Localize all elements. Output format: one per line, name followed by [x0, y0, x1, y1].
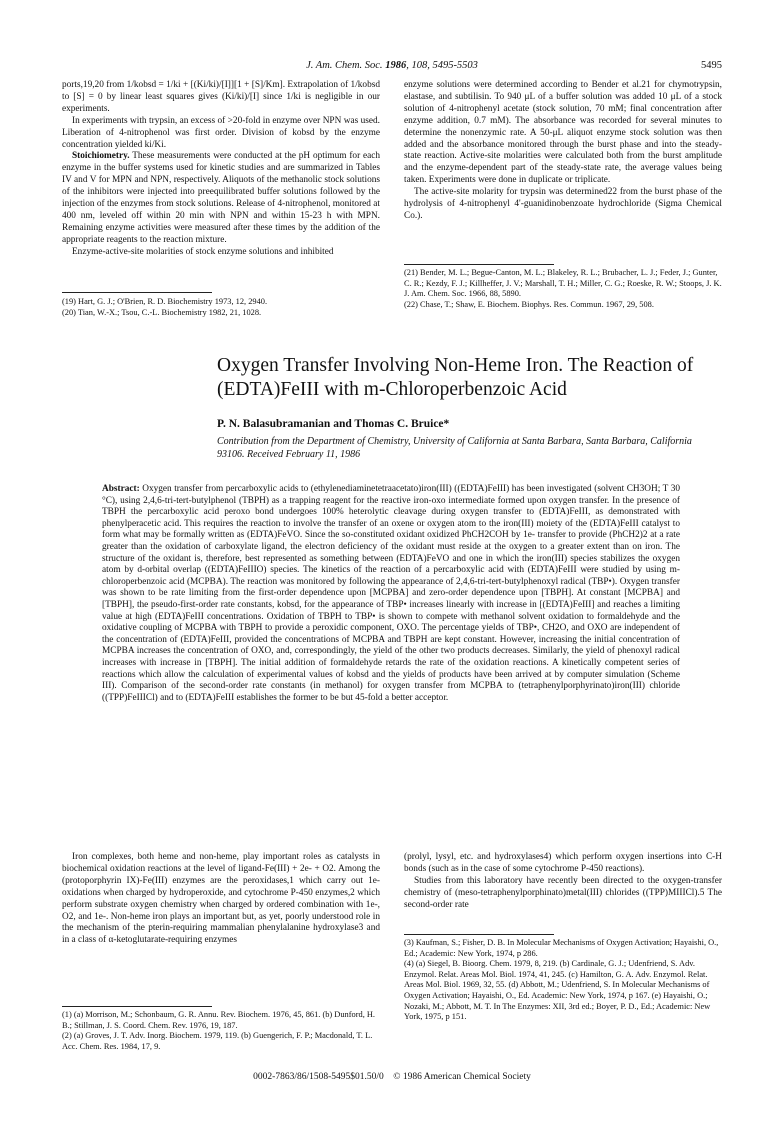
affiliation: Contribution from the Department of Chemistry, University of California at Santa Barbara, Santa Barbara, California 93106. Received February 11, 1986 — [217, 436, 692, 460]
paragraph-text: These measurements were conducted at the pH optimum for each enzyme in the buffer systems used for kinetic studies and are summarized in Tables IV and V for MPN and NPN, respectively. Aliquots of the methanolic stock solutions of the inhibitors were injected into preequilibrated buffer solutions followed by the injection of the enzymes from stock solutions. Release of 4-nitrophenol, monitored at 400 nm, leveled off within 20 min with NPN and within 15-23 h with MPN. Remaining enzyme activities were measured after these times by the addition of the appropriate reagents to the reaction mixture. — [62, 151, 380, 245]
authors: P. N. Balasubramanian and Thomas C. Bruice* — [217, 418, 450, 430]
paragraph: ports,19,20 from 1/kobsd = 1/ki + [(Ki/ki)/[I]][1 + [S]/Km]. Extrapolation of 1/kobsd to [S] = 0 by linear least squares gives (Ki/ki)/[I] since 1/ki is negligible in our experiments. — [62, 80, 380, 114]
footnote: (21) Bender, M. L.; Begue-Canton, M. L.; Blakeley, R. L.; Brubacher, L. J.; Feder, J.; Gunter, C. R.; Kezdy, F. J.; Killheffer, J. V.; Marshall, T. H.; Miller, C. G.; Roeske, R. W.; Stoops, J. K. J. Am. Chem. Soc. 1966, 88, 5890. — [404, 268, 722, 299]
footnote: (2) (a) Groves, J. T. Adv. Inorg. Biochem. 1979, 119. (b) Guengerich, F. P.; Macdonald, T. L. Acc. Chem. Res. 1984, 17, 9. — [62, 1031, 373, 1051]
paragraph: Studies from this laboratory have recently been directed to the oxygen-transfer chemistry of (meso-tetraphenylporphinato)metal(III) chlorides ((TPP)MIIICl).5 The second-order rate — [404, 875, 722, 910]
footnote: (22) Chase, T.; Shaw, E. Biochem. Biophys. Res. Commun. 1967, 29, 508. — [404, 299, 654, 309]
footnote: (4) (a) Siegel, B. Bioorg. Chem. 1979, 8, 219. (b) Cardinale, G. J.; Udenfriend, S. Adv. Enzymol. Relat. Areas Mol. Biol. 1974, 41, 245. (c) Hamilton, G. A. Adv. Enzymol. Relat. Areas Mol. Biol. 1969, 32, 55. (d) Abbott, M.; Udenfriend, S. In Molecular Mechanisms of Oxygen Activation; Hayaishi, O., Ed. Academic: New York, 1974, p 167. (e) Hayaishi, O.; Nozaki, M.; Abbott, M. T. In The Enzymes: XII, 3rd ed.; Boyer, P. D., Ed.; Academic: New York, 1975, p 151. — [404, 959, 711, 1022]
section-heading: Stoichiometry. — [72, 151, 130, 162]
paragraph — [62, 151, 380, 246]
top-left-column — [62, 80, 380, 259]
footnote: (3) Kaufman, S.; Fisher, D. B. In Molecular Mechanisms of Oxygen Activation; Hayaishi, O., Ed.; Academic: New York, 1974, p 286. — [404, 938, 719, 958]
abstract — [102, 484, 680, 704]
copyright: © 1986 American Chemical Society — [393, 1072, 531, 1082]
footnotes-bottom-right — [404, 938, 722, 1023]
article-code: 0002-7863/86/1508-5495$01.50/0 — [253, 1072, 384, 1082]
page-number: 5495 — [701, 60, 722, 71]
footnote-rule — [404, 934, 554, 935]
bottom-left-column — [62, 852, 380, 947]
journal-name: J. Am. Chem. Soc. — [306, 60, 383, 71]
journal-citation: J. Am. Chem. Soc. 1986, 108, 5495-5503 — [306, 60, 478, 71]
bottom-right-column — [404, 852, 722, 912]
abstract-label: Abstract: — [102, 484, 140, 494]
paragraph: In experiments with trypsin, an excess of >20-fold in enzyme over NPN was used. Liberation of 4-nitrophenol was first order. Division of kobsd by the enzyme concentration yielded ki/Ki. — [62, 115, 380, 150]
top-right-column — [404, 80, 722, 223]
footnotes-bottom-left — [62, 1010, 380, 1052]
footnotes-top-right — [404, 268, 722, 310]
journal-year: 1986 — [385, 60, 407, 71]
title-line: (EDTA)FeIII with m-Chloroperbenzoic Acid — [217, 379, 567, 400]
footnote: (1) (a) Morrison, M.; Schonbaum, G. R. Annu. Rev. Biochem. 1976, 45, 861. (b) Dunford, H. B.; Stillman, J. S. Coord. Chem. Rev. 1976, 19, 187. — [62, 1010, 376, 1030]
footnote-rule — [404, 264, 554, 265]
footnotes-top-left — [62, 297, 380, 318]
article-title — [217, 354, 737, 402]
page-footer — [0, 1072, 784, 1082]
abstract-text: Oxygen transfer from percarboxylic acids to (ethylenediaminetetraacetato)iron(III) ((EDTA)FeIII) has been investigated (solvent CH3OH; T 30 °C), using 2,4,6-tri-tert-butylphenol (TBPH) as a trapping reagent for the reactive iron-oxo intermediate formed upon oxygen transfer. In the presence of TBPH the percarboxylic acid peroxo bond undergoes 100% heterolytic cleavage during oxygen transfer to (EDTA)FeIII, as demonstrated with phenylperacetic acid. This requires the reaction to involve the transfer of an oxene or oxygen atom to the iron(III) moiety of the (EDTA)FeIII catalyst to form what may be formally written as (EDTA)FeVO. Since the so-constituted oxidant oxidized PhCH2COH by 1e- transfer to provide (PhCH2)2 at a rate greater than the oxidation of carboxylate ligand, the electron deficiency of the oxidant must reside at the oxygen to a greater extent than on iron. The structure of the oxidant is, therefore, best represented as something between (EDTA)FeVO and one in which the iron(III) species stabilizes the oxygen atom by d-orbital overlap ((EDTA)FeIIIO) species. The kinetics of the reaction of a percarboxylic acid with (EDTA)FeIII were studied by using m-chloroperbenzoic acid (MCPBA). The reaction was monitored by following the appearance of 2,4,6-tri-tert-butylphenoxyl radical (TBP•). Oxygen transfer was shown to be rate limiting from the first-order dependence upon [MCPBA] and zero-order dependence upon [TBPH]. At constant [MCPBA] and [TBPH], the pseudo-first-order rate constants, kobsd, for the appearance of TBP• increases linearly with increase in [(EDTA)FeIII] and reaches a limiting value at high (EDTA)FeIII concentrations. Oxidation of TBPH to TBP• is shown to compete with methanol solvent oxidation to formaldehyde and the oxidative coupling of MCPBA with TBPH to provide a peroxidic component, OXO. The percentage yields of TBP•, CH2O, and OXO are independent of the concentration of (EDTA)FeIII, provided the concentrations of MCPBA and TBPH are kept constant. However, increasing the initial concentration of MCPBA increases the concentration of OXO, and, correspondingly, the yield of the other two products decreases. Similarly, the yield of phenoxyl radical increases with increase in [TBPH]. The initial addition of formaldehyde retards the rate of the oxidation reactions. A kinetically competent series of reactions which allow the calculation of experimental values of kobsd and the yields of products have been arrived at by computer simulation (Scheme III). Comparison of the second-order rate constants (in methanol) for oxygen transfer from MCPBA to (tetraphenylporphyrinato)iron(III) chloride ((TPP)FeIIICl) and to (EDTA)FeIII establishes the former to be but 45-fold a better acceptor. — [102, 484, 681, 703]
footnote-rule — [62, 1006, 212, 1007]
paragraph: The active-site molarity for trypsin was determined22 from the burst phase of the hydrolysis of 4-nitrophenyl 4'-guanidinobenzoate hydrochloride (Sigma Chemical Co.). — [404, 187, 722, 221]
paragraph: enzyme solutions were determined according to Bender et al.21 for chymotrypsin, elastase, and subtilisin. To 940 μL of a buffer solution was added 10 μL of a stock solution of 4-nitrophenyl acetate (stock solution, 70 mM; final concentration after enzyme addition, 0.7 mM). The absorbance was recorded for several minutes to determine the nonenzymic rate. A 50-μL aliquot enzyme stock solution was then added and the absorbance monitored through the burst phase and into the steady-state reaction. Active-site molarities were calculated both from the burst amplitude and the enzyme-dependent part of the steady-state rate, the average values being taken. Experiments were done in duplicate or triplicate. — [404, 80, 722, 186]
footnote-rule — [62, 292, 212, 293]
title-line: Oxygen Transfer Involving Non-Heme Iron. The Reaction of — [217, 355, 694, 376]
volume-pages: 108, 5495-5503 — [411, 60, 478, 71]
paragraph: Enzyme-active-site molarities of stock enzyme solutions and inhibited — [72, 246, 334, 257]
paragraph: Iron complexes, both heme and non-heme, play important roles as catalysts in biochemical oxidation reactions at the level of ligand-Fe(III) + 2e- + O2. Among the (protoporphyrin IX)-Fe(III) enzymes are the peroxidases,1 which carry out 1e- oxidations when charged by hydroperoxide, and cytochrome P-450 enzymes,2 which perform substrate oxygen chemistry when charged by ordered combination with 1e-, O2, and 1e-. Non-heme iron plays an important but, as yet, poorly understood role in the mechanism of the pterin-requiring mammalian phenylalanine hydroxylase3 and in a class of α-ketoglutarate-requiring enzymes — [62, 852, 380, 946]
footnote: (20) Tian, W.-X.; Tsou, C.-L. Biochemistry 1982, 21, 1028. — [62, 307, 262, 317]
footnote: (19) Hart, G. J.; O'Brien, R. D. Biochemistry 1973, 12, 2940. — [62, 297, 268, 306]
paragraph: (prolyl, lysyl, etc. and hydroxylases4) which perform oxygen insertions into C-H bonds (such as in the case of some cytochrome P-450 reactions). — [404, 852, 722, 874]
